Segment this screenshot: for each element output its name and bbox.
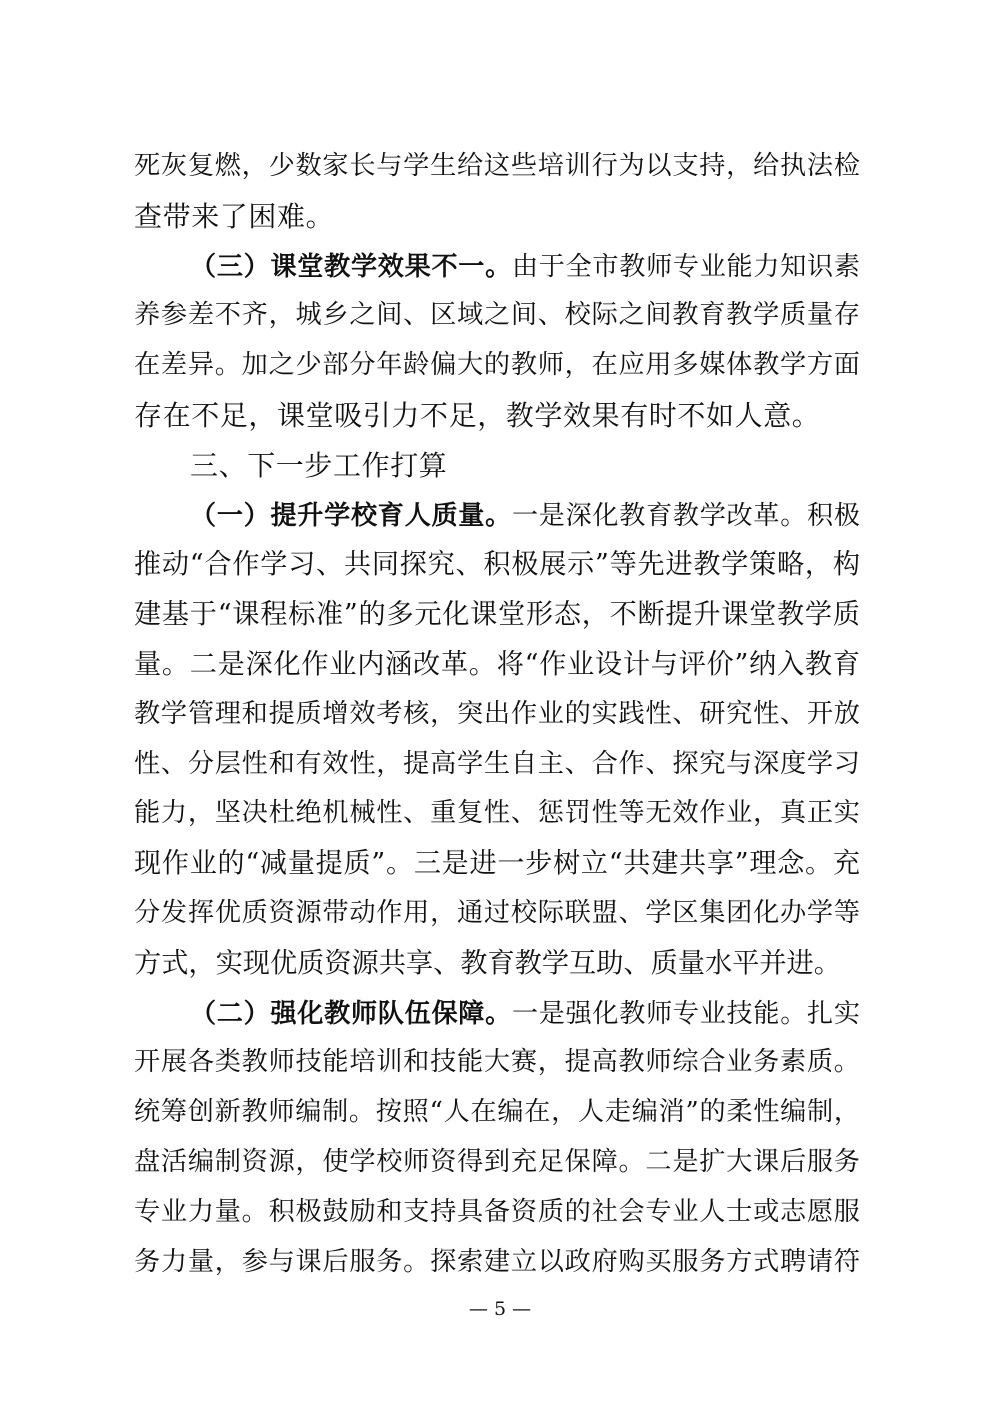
text-content: 盘活编制资源，使学校师资得到充足保障。二是扩大课后服务 bbox=[134, 1146, 860, 1177]
text-content: 现作业的“减量提质”。三是进一步树立“共建共享”理念。充 bbox=[134, 848, 860, 880]
text-line bbox=[134, 1188, 860, 1238]
text-content: 专业力量。积极鼓励和支持具备资质的社会专业人士或志愿服 bbox=[134, 1196, 860, 1227]
paragraph-first-line bbox=[134, 242, 860, 292]
text-content: 养参差不齐，城乡之间、区域之间、校际之间教育教学质量存 bbox=[134, 300, 860, 331]
section-heading-text: 三、下一步工作打算 bbox=[190, 448, 448, 482]
text-line bbox=[134, 789, 860, 839]
text-line bbox=[134, 192, 860, 242]
text-content: 能力，坚决杜绝机械性、重复性、惩罚性等无效作业，真正实 bbox=[134, 798, 860, 829]
text-line bbox=[134, 839, 860, 889]
text-line bbox=[134, 142, 860, 192]
text-line bbox=[134, 740, 860, 790]
text-content: 死灰复燃，少数家长与学生给这些培训行为以支持，给执法检 bbox=[134, 151, 860, 181]
paragraph-first-line bbox=[134, 989, 860, 1039]
text-line bbox=[134, 341, 860, 391]
text-line bbox=[134, 640, 860, 690]
bold-subheading: （一）提升学校育人质量。 bbox=[190, 499, 512, 531]
text-content: 量。二是深化作业内涵改革。将“作业设计与评价”纳入教育 bbox=[134, 648, 860, 680]
text-content: 存在不足，课堂吸引力不足，教学效果有时不如人意。 bbox=[134, 398, 821, 432]
text-line bbox=[134, 590, 860, 640]
paragraph-first-line bbox=[134, 491, 860, 541]
text-content: 推动“合作学习、共同探究、积极展示”等先进教学策略，构 bbox=[134, 549, 860, 581]
text-content: 教学管理和提质增效考核，突出作业的实践性、研究性、开放 bbox=[134, 698, 860, 729]
text-content: 务力量，参与课后服务。探索建立以政府购买服务方式聘请符 bbox=[134, 1246, 860, 1277]
text-line bbox=[134, 291, 860, 341]
text-line bbox=[134, 889, 860, 939]
text-content: 性、分层性和有效性，提高学生自主、合作、探究与深度学习 bbox=[134, 748, 860, 779]
text-content: 统筹创新教师编制。按照“人在编在，人走编消”的柔性编制， bbox=[134, 1097, 860, 1128]
text-content: 一是深化教育教学改革。积极 bbox=[511, 500, 860, 531]
text-line bbox=[134, 391, 860, 441]
text-content: 由于全市教师专业能力知识素 bbox=[511, 251, 860, 282]
text-content: 查带来了困难。 bbox=[134, 199, 335, 233]
text-content: 一是强化教师专业技能。扎实 bbox=[511, 998, 860, 1029]
text-content: 分发挥优质资源带动作用，通过校际联盟、学区集团化办学等 bbox=[134, 897, 860, 928]
text-content: 开展各类教师技能培训和技能大赛，提高教师综合业务素质。 bbox=[134, 1047, 860, 1078]
text-line bbox=[134, 690, 860, 740]
text-content: 方式，实现优质资源共享、教育教学互助、质量水平并进。 bbox=[134, 947, 841, 979]
bold-subheading: （三）课堂教学效果不一。 bbox=[190, 250, 512, 282]
text-content: 在差异。加之少部分年龄偏大的教师，在应用多媒体教学方面 bbox=[134, 350, 860, 381]
bold-subheading: （二）强化教师队伍保障。 bbox=[190, 997, 512, 1029]
text-line bbox=[134, 1238, 860, 1288]
text-line bbox=[134, 1088, 860, 1138]
document-body bbox=[134, 142, 860, 1287]
page-number: — 5 — bbox=[468, 1298, 532, 1320]
text-line bbox=[134, 1138, 860, 1188]
section-heading bbox=[134, 441, 860, 491]
text-line bbox=[134, 540, 860, 590]
text-content: 建基于“课程标准”的多元化课堂形态，不断提升课堂教学质 bbox=[134, 599, 860, 631]
text-line bbox=[134, 939, 860, 989]
text-line bbox=[134, 1038, 860, 1088]
